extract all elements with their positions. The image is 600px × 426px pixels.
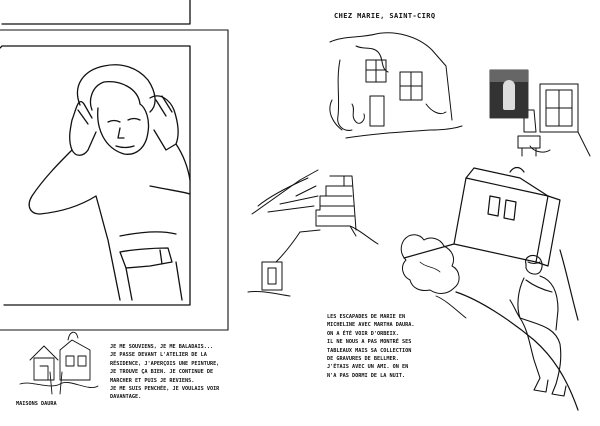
hillside-house-sketch — [401, 168, 578, 411]
stairway-sketch — [248, 170, 378, 296]
house-caption: MAISONS DAURA — [16, 401, 57, 407]
small-house-sketch — [20, 332, 98, 394]
photo-figure — [503, 80, 515, 110]
sitting-man-drawing — [510, 255, 566, 396]
right-page-text: LES ESCAPADES DE MARIE EN MICHELINE AVEC MARTHA DAURA. ON A ÉTÉ VOIR D'ORBEIX. IL NE NOUS A PAS MONTRÉ SES TABLEAUX MAIS SA COLLECTION DE GRAVURES DE BELLMER. J'ÉTAIS AVEC UN AMI. ON EN N'A PAS DORMI DE LA NUIT. — [327, 314, 415, 379]
woman-figure-drawing — [29, 65, 190, 300]
page-title: CHEZ MARIE, SAINT-CIRQ — [334, 12, 436, 20]
old-photograph — [490, 70, 528, 118]
window-frame — [0, 0, 228, 330]
room-window-sketch — [518, 84, 590, 156]
house-with-trees-sketch — [330, 33, 462, 138]
left-page-text: JE ME SOUVIENS, JE ME BALADAIS... JE PASSE DEVANT L'ATELIER DE LA RÉSIDENCE, J'APERÇOIS UNE PEINTURE, JE TROUVE ÇA BIEN. JE CONTINUE DE MARCHER ET PUIS JE REVIENS. JE ME SUIS PENCHÉE, JE VOULAIS VOIR DAVANTAGE. — [110, 344, 220, 401]
